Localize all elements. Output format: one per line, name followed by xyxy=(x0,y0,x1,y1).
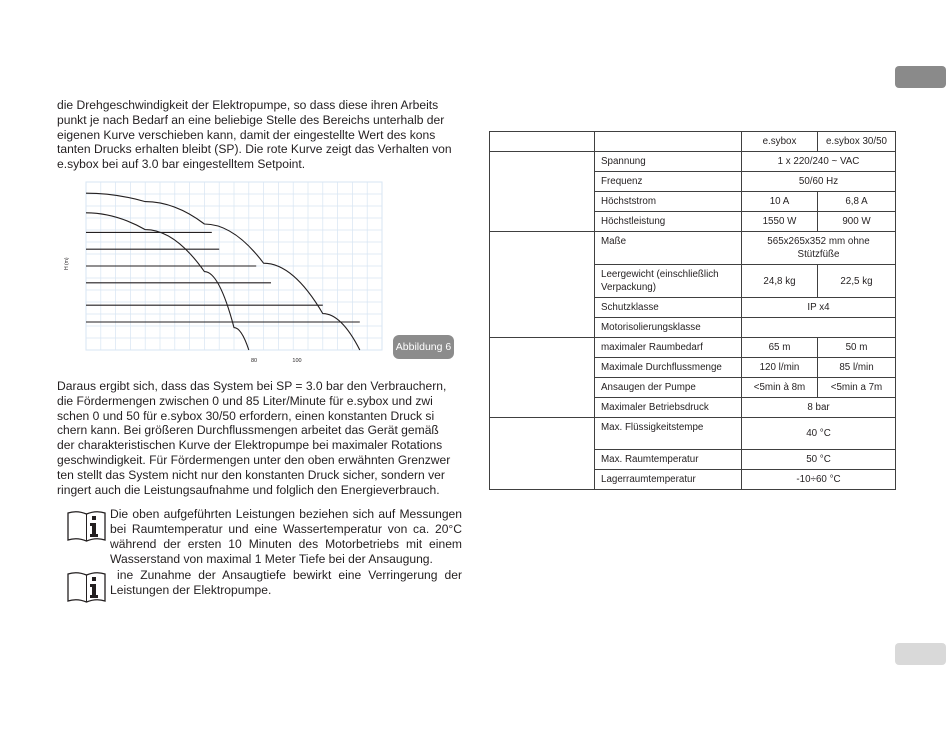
row-label: Motorisolierungsklasse xyxy=(595,318,742,338)
row-label: Lagerraumtemperatur xyxy=(595,470,742,490)
row-value: 50 °C xyxy=(742,450,896,470)
table-row xyxy=(490,152,896,172)
text-line: ringert auch die Leistungsaufnahme und folglich den Energieverbrauch. xyxy=(57,482,440,497)
row-label: Höchstleistung xyxy=(595,212,742,232)
text-line: die Drehgeschwindigkeit der Elektropumpe, so dass diese ihren Arbeits xyxy=(57,98,439,112)
x-tick-label: 80 xyxy=(250,358,258,364)
table-row xyxy=(490,232,896,265)
figure-badge: Abbildung 6 xyxy=(393,335,454,359)
row-value: 6,8 A xyxy=(818,192,896,212)
text-line: eigenen Kurve verschieben kann, damit der eingestellte Wert des kons xyxy=(57,127,436,142)
text-line: der charakteristischen Kurve der Elektropumpe bei maximaler Rotations xyxy=(57,438,443,453)
page-tab-top xyxy=(895,66,946,88)
row-value: 85 l/min xyxy=(818,358,896,378)
row-value: 10 A xyxy=(742,192,818,212)
row-label: maximaler Raumbedarf xyxy=(595,338,742,358)
row-value: 1550 W xyxy=(742,212,818,232)
group-cell xyxy=(490,418,595,490)
text-line: chern kann. Bei größeren Durchflussmengen arbeitet das Gerät gemäß xyxy=(57,423,439,438)
row-value: 1 x 220/240 ~ VAC xyxy=(742,152,896,172)
row-label: Maximaler Betriebsdruck xyxy=(595,398,742,418)
text-line: punkt je nach Bedarf an eine beliebige Stelle des Bereichs unterhalb der xyxy=(57,112,445,127)
row-value: 65 m xyxy=(742,338,818,358)
info-book-icon xyxy=(66,509,107,543)
text-line: e.sybox bei auf 3.0 bar eingestelltem Setpoint. xyxy=(57,157,306,172)
group-cell xyxy=(490,338,595,418)
text-line: ten stellt das System nicht nur den konstanten Druck sicher, sondern ver xyxy=(57,467,445,482)
note-measurements: Die oben aufgeführten Leistungen beziehen sich auf Messungen bei Raumtemperatur und eine Wassertemperatur von ca. 20°C während der ersten 10 Minuten des Motorbetriebs mit einem Wasserstand von maximal 1 Meter Tiefe bei der Ansaugung. xyxy=(110,507,462,566)
note-suction-text: ine Zunahme der Ansaugtiefe bewirkt eine Verringerung der Leistungen der Elektropumpe. xyxy=(110,568,462,597)
row-value: 22,5 kg xyxy=(818,265,896,298)
text-line: Daraus ergibt sich, dass das System bei SP = 3.0 bar den Verbrauchern, xyxy=(57,379,447,393)
row-value: 900 W xyxy=(818,212,896,232)
group-cell xyxy=(490,232,595,338)
note-suction-depth xyxy=(110,568,462,598)
row-value xyxy=(742,318,896,338)
row-value: 50/60 Hz xyxy=(742,172,896,192)
text-line: die Fördermengen zwischen 0 und 85 Liter/Minute für e.sybox und zwi xyxy=(57,393,433,408)
text-line: geschwindigkeit. Für Fördermengen unter den oben erwähnten Grenzwer xyxy=(57,452,451,467)
table-header-cell xyxy=(490,132,595,152)
row-label: Max. Raumtemperatur xyxy=(595,450,742,470)
row-value: 24,8 kg xyxy=(742,265,818,298)
row-value: -10÷60 °C xyxy=(742,470,896,490)
table-row xyxy=(490,418,896,450)
row-value: 40 °C xyxy=(742,418,896,450)
table-header-row xyxy=(490,132,896,152)
row-label: Ansaugen der Pumpe xyxy=(595,378,742,398)
page-tab-bottom xyxy=(895,643,946,665)
row-value: 565x265x352 mm ohne Stützfüße xyxy=(742,232,896,265)
row-label: Leergewicht (einschließlich Verpackung) xyxy=(595,265,742,298)
y-axis-label: H (m) xyxy=(64,257,70,270)
text-line: schen 0 und 50 für e.sybox 30/50 erfordern, einen konstanten Druck si xyxy=(57,408,435,423)
main-paragraph xyxy=(57,379,462,497)
group-cell xyxy=(490,152,595,232)
row-value: <5min à 8m xyxy=(742,378,818,398)
row-value: 50 m xyxy=(818,338,896,358)
row-label: Höchststrom xyxy=(595,192,742,212)
table-row xyxy=(490,338,896,358)
row-value: <5min a 7m xyxy=(818,378,896,398)
table-header-cell: e.sybox xyxy=(742,132,818,152)
row-value: IP x4 xyxy=(742,298,896,318)
technical-data-table xyxy=(489,131,896,490)
text-line: tanten Drucks erhalten bleibt (SP). Die rote Kurve zeigt das Verhalten von xyxy=(57,142,452,157)
row-label: Max. Flüssigkeitstempe xyxy=(595,418,742,450)
row-label: Schutzklasse xyxy=(595,298,742,318)
row-value: 8 bar xyxy=(742,398,896,418)
intro-paragraph xyxy=(57,98,462,172)
table-header-cell: e.sybox 30/50 xyxy=(818,132,896,152)
row-label: Maximale Durchflussmenge xyxy=(595,358,742,378)
row-label: Spannung xyxy=(595,152,742,172)
info-book-icon xyxy=(66,570,107,604)
row-label: Maße xyxy=(595,232,742,265)
x-tick-label: 100 xyxy=(292,358,302,364)
row-value: 120 l/min xyxy=(742,358,818,378)
table-header-cell xyxy=(595,132,742,152)
row-label: Frequenz xyxy=(595,172,742,192)
